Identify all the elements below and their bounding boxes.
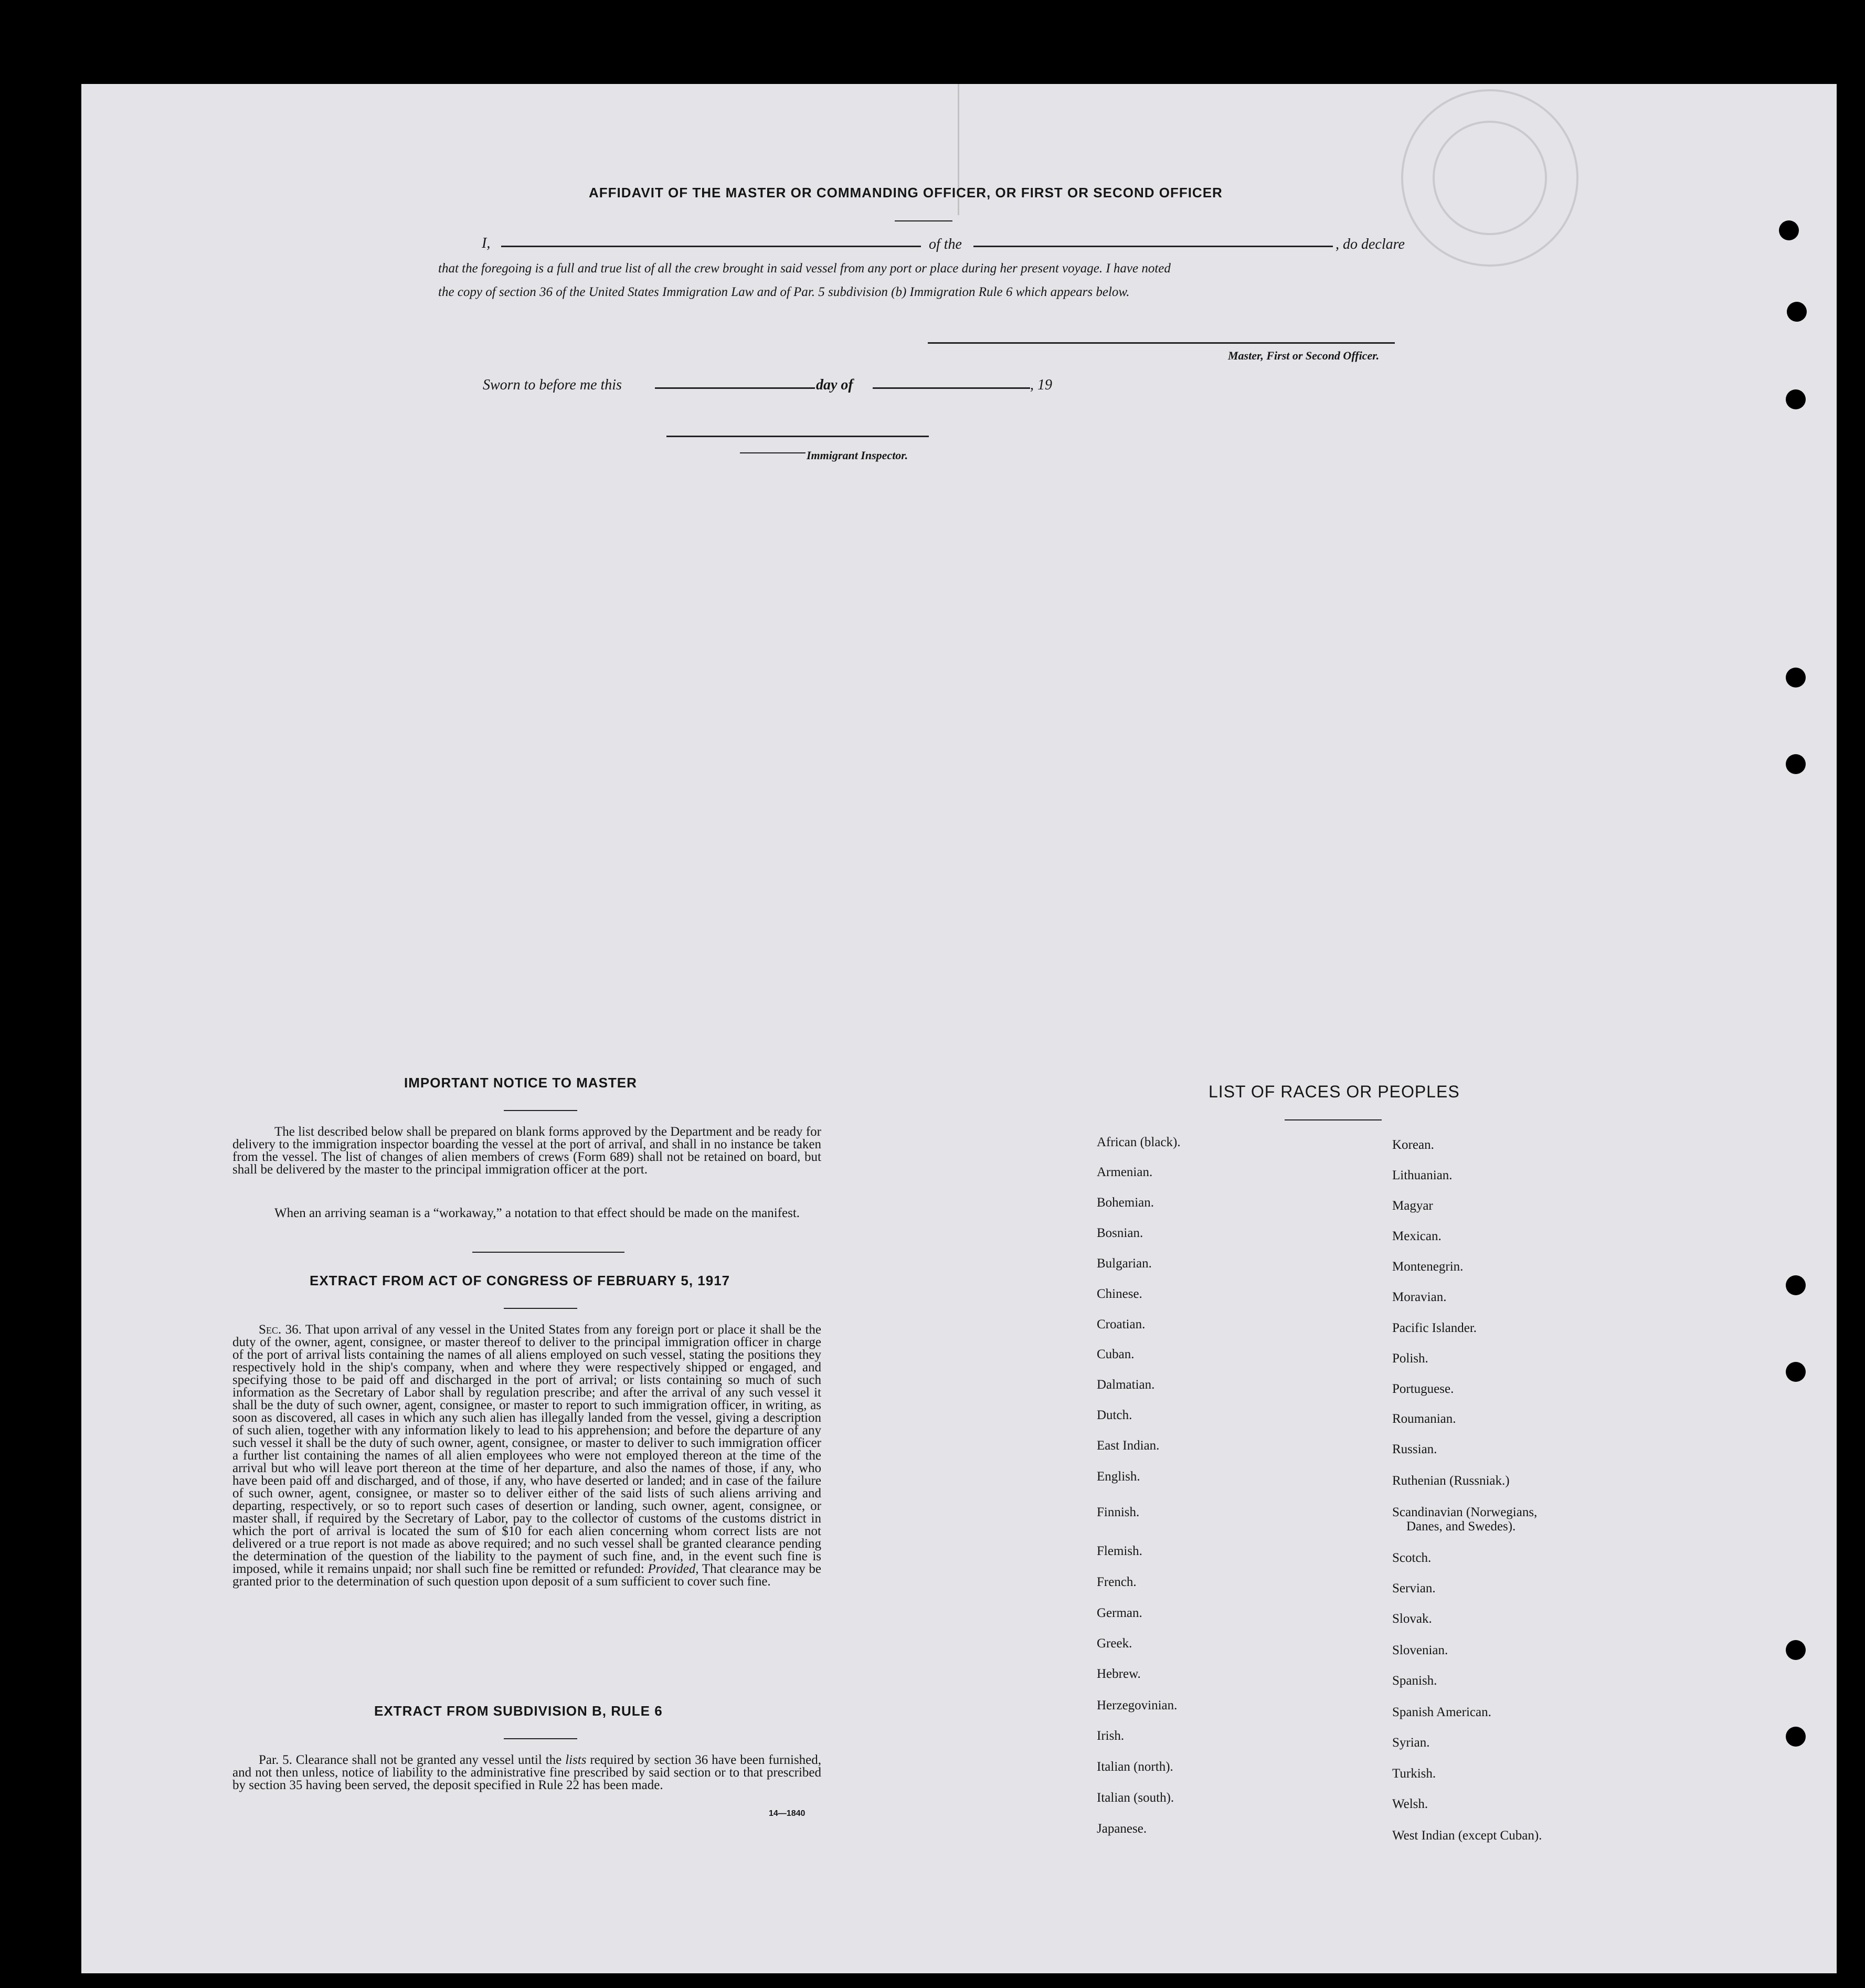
race-item: Bosnian. [1097,1226,1143,1240]
race-item: Greek. [1097,1636,1132,1651]
name-field[interactable] [501,246,921,247]
race-item: Ruthenian (Russniak.) [1392,1474,1510,1488]
lists-word: lists [565,1753,587,1767]
race-item: Slovak. [1392,1612,1432,1626]
race-item: Cuban. [1097,1347,1135,1361]
sworn-day-field[interactable] [655,387,815,389]
race-item: French. [1097,1575,1137,1589]
races-title: LIST OF RACES OR PEOPLES [1209,1082,1460,1101]
declaration-line-2: the copy of section 36 of the United States Immigration Law and of Par. 5 subdivision (b) Immigration Rule 6 which appears below. [438,285,1130,299]
sworn-label: Sworn to before me this [483,377,622,393]
race-item: Dalmatian. [1097,1378,1155,1392]
inspector-signature-line[interactable] [666,436,929,437]
rule-text-start: Par. 5. Clearance shall not be granted any vessel until the [259,1753,562,1767]
race-item: Servian. [1392,1581,1436,1595]
binder-hole [1786,1275,1806,1295]
inspector-prefix-line [740,452,806,453]
affidavit-title: AFFIDAVIT OF THE MASTER OR COMMANDING OFFICER, OR FIRST OR SECOND OFFICER [589,185,1223,200]
race-item: Lithuanian. [1392,1168,1453,1182]
race-item: Herzegovinian. [1097,1698,1178,1712]
race-item: Italian (south). [1097,1791,1174,1805]
race-item: Dutch. [1097,1408,1132,1422]
race-item: Danes, and Swedes). [1406,1519,1516,1534]
race-item: Scandinavian (Norwegians, [1392,1505,1538,1519]
binder-hole [1786,754,1806,774]
rule-rule [504,1738,577,1739]
sworn-month-field[interactable] [873,387,1030,389]
rule-paragraph [232,1754,821,1792]
affidavit-i-label: I, [482,235,491,251]
race-item: Slovenian. [1392,1643,1448,1657]
race-item: Pacific Islander. [1392,1321,1477,1335]
binder-hole [1786,1362,1806,1382]
notice-divider [472,1252,624,1253]
binder-hole [1786,1640,1806,1660]
race-item: West Indian (except Cuban). [1392,1828,1542,1843]
do-declare-label: , do declare [1336,236,1405,252]
race-item: African (black). [1097,1135,1181,1149]
race-item: Scotch. [1392,1551,1432,1565]
master-signature-label: Master, First or Second Officer. [1228,349,1380,362]
race-item: Spanish American. [1392,1705,1491,1719]
race-item: Chinese. [1097,1287,1142,1301]
race-item: Moravian. [1392,1290,1447,1304]
race-item: Korean. [1392,1138,1434,1152]
sec-label: Sec. [259,1323,282,1337]
act-body-end: That clearance may be granted prior to the determination of such question upon deposit of a sum sufficient to cover such fine. [232,1562,821,1589]
race-item: Syrian. [1392,1736,1430,1750]
race-item: Portuguese. [1392,1382,1454,1396]
inspector-label: Immigrant Inspector. [807,449,908,462]
act-body: 36. That upon arrival of any vessel in the United States from any foreign port or place it shall be the duty of the owner, agent, consignee, or master thereof to deliver to the principal immigration officer in charge of the port of arrival lists containing the names of all aliens employed on such vessel, stating the positions they respectively hold in the ship's company, when and where they were respectively shipped or engaged, and specifying those to be paid off and discharged in the port of arrival; or lists containing so much of such information as the Secretary of Labor shall by regulation prescribe; and after the arrival of any such vessel it shall be the duty of such owner, agent, consignee, or master to report to such immigration officer, in writing, as soon as discovered, all cases in which any such alien has illegally landed from the vessel, giving a description of such alien, together with any information likely to lead to his apprehension; and before the departure of any such vessel it shall be the duty of such owner, agent, consignee, or master to deliver to such immigration officer a further list containing the names of all alien employees who were not employed thereon at the time of the arrival but who will leave port thereon at the time of her departure, and also the names of those, if any, who have been paid off and discharged, and of those, if any, who have deserted or landed; and in case of the failure of such owner, agent, consignee, or master so to deliver either of the said lists of such aliens arriving and departing, respectively, or so to report such cases of desertion or landing, such owner, agent, consignee, or master shall, if required by the Secretary of Labor, pay to the collector of customs of the customs district in which the port of arrival is located the sum of $10 for each alien concerning whom correct lists are not delivered or a true report is not made as above required; and no such vessel shall be granted clearance pending the determination of the question of the liability to the payment of such fine, and, in the event such fine is imposed, while it remains unpaid; nor shall such fine be remitted or refunded: [232,1323,822,1576]
race-item: East Indian. [1097,1439,1160,1453]
notice-paragraph-1: The list described below shall be prepared on blank forms approved by the Department and be ready for delivery to the immigration inspector boarding the vessel at the port of arrival, and shall in no instance be taken from the vessel. The list of changes of alien members of crews (Form 689) shall not be retained on board, but shall be delivered by the master to the principal immigration officer at the port. [232,1125,821,1177]
act-section-36-text [232,1324,821,1588]
document-page [81,84,1837,1973]
race-item: Welsh. [1392,1797,1428,1811]
embossed-seal-inner [1433,121,1547,235]
title-rule [895,220,952,221]
vessel-field[interactable] [973,246,1333,247]
race-item: German. [1097,1606,1142,1620]
act-rule [504,1308,577,1309]
binder-hole [1786,389,1806,409]
race-item: Armenian. [1097,1165,1153,1179]
binder-hole [1787,302,1807,322]
form-number: 14—1840 [769,1809,806,1818]
year-label: , 19 [1030,377,1052,393]
races-rule [1285,1119,1382,1120]
day-of-label: day of [816,377,853,393]
race-item: Italian (north). [1097,1760,1173,1774]
race-item: Flemish. [1097,1544,1142,1558]
race-item: Hebrew. [1097,1667,1141,1681]
rule-text-end: required by section 36 have been furnished, and not then unless, notice of liability to the administrative fine prescribed by said section or to that prescribed by section 35 having been served, the deposit specified in Rule 22 has been made. [232,1753,822,1792]
binder-hole [1786,668,1806,688]
race-item: Bohemian. [1097,1196,1154,1210]
race-item: Japanese. [1097,1822,1147,1836]
race-item: Turkish. [1392,1767,1436,1781]
of-the-label: of the [929,236,962,252]
provided-label: Provided, [648,1562,699,1576]
binder-hole [1779,220,1799,240]
race-item: English. [1097,1469,1140,1484]
declaration-line-1: that the foregoing is a full and true list of all the crew brought in said vessel from any port or place during her present voyage. I have noted [438,261,1171,276]
binder-hole [1786,1727,1806,1747]
race-item: Russian. [1392,1442,1437,1456]
rule-title: EXTRACT FROM SUBDIVISION B, RULE 6 [374,1703,663,1719]
race-item: Roumanian. [1392,1412,1456,1426]
master-signature-line[interactable] [928,342,1395,344]
race-item: Polish. [1392,1351,1428,1366]
notice-title: IMPORTANT NOTICE TO MASTER [404,1075,637,1091]
act-title: EXTRACT FROM ACT OF CONGRESS OF FEBRUARY 5, 1917 [310,1273,730,1288]
notice-rule [504,1110,577,1111]
race-item: Mexican. [1392,1229,1442,1243]
race-item: Irish. [1097,1729,1125,1743]
race-item: Finnish. [1097,1505,1140,1519]
race-item: Spanish. [1392,1674,1437,1688]
notice-paragraph-2: When an arriving seaman is a “workaway,” a notation to that effect should be made on the manifest. [274,1206,800,1220]
race-item: Croatian. [1097,1317,1146,1331]
race-item: Bulgarian. [1097,1256,1152,1271]
race-item: Montenegrin. [1392,1260,1464,1274]
race-item: Magyar [1392,1199,1433,1213]
